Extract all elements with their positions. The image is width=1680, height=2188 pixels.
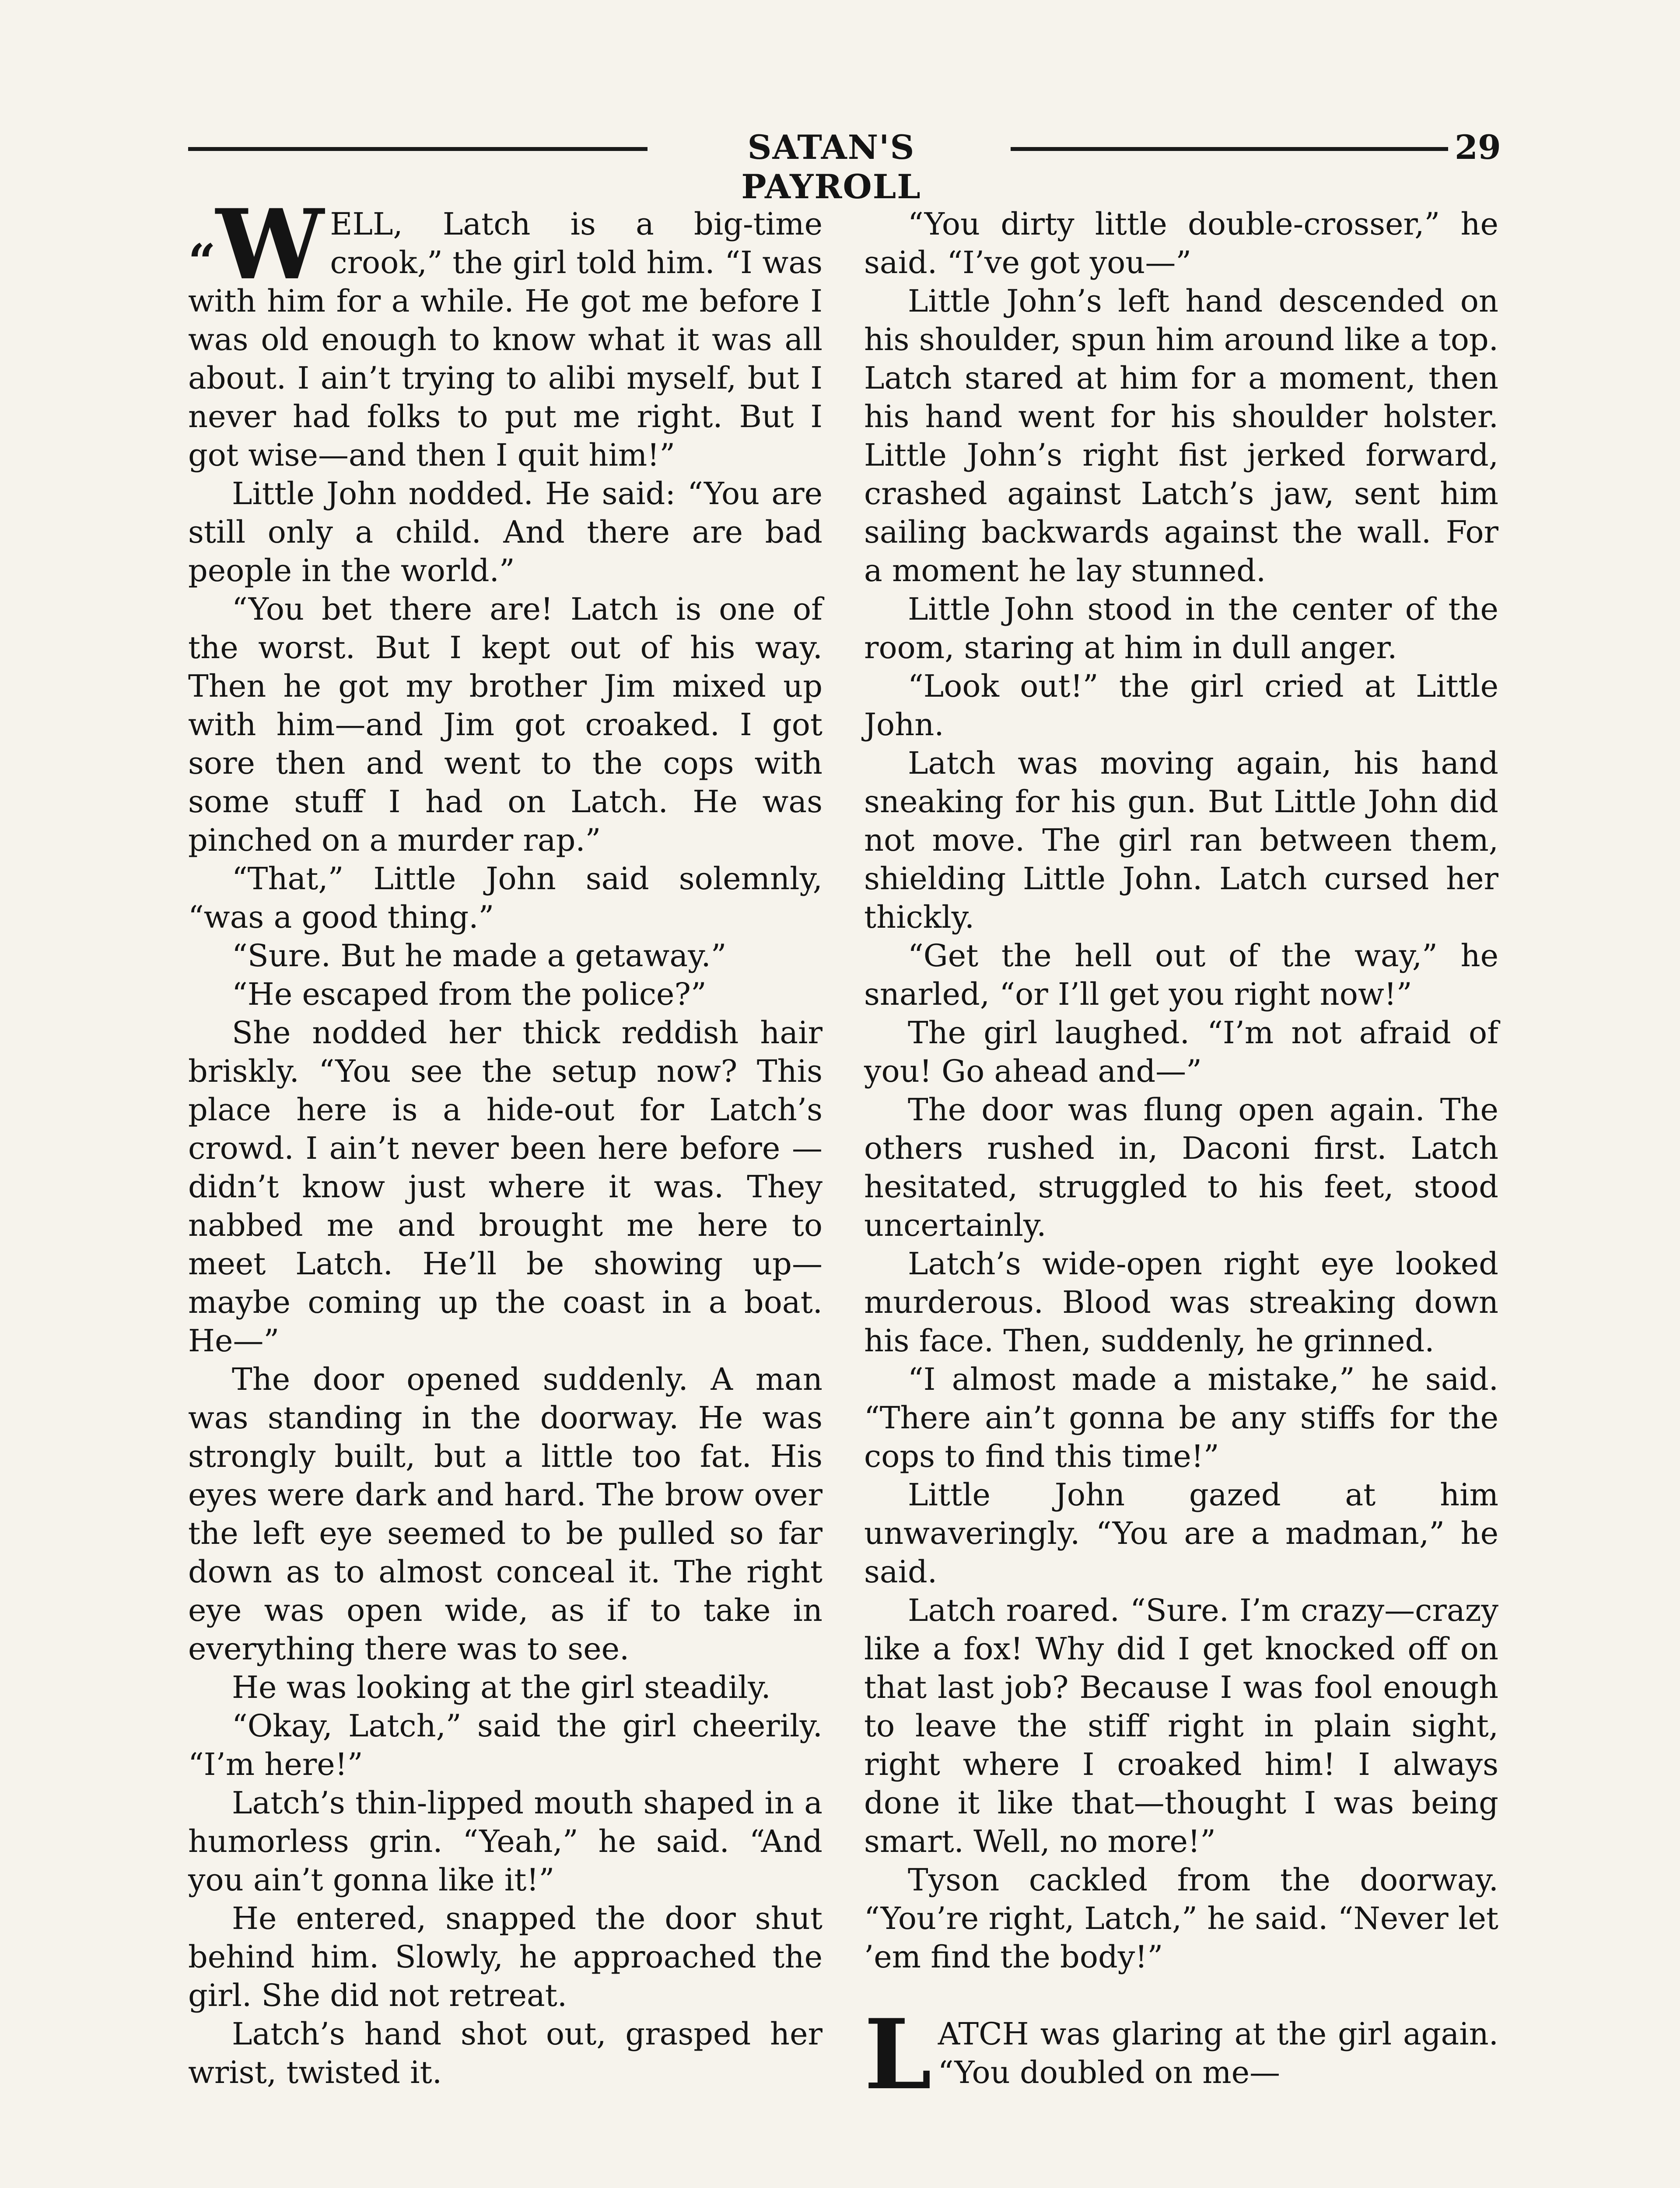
paragraph: Tyson cackled from the doorway. “You’re right, Latch,” he said. “Never let ’em find the body!” [864, 1862, 1498, 1975]
drop-cap-w [188, 188, 324, 301]
paragraph: She nodded her thick reddish hair briskly. “You see the setup now? This place here is a hide-out for Latch’s crowd. I ain’t never been here before — didn’t know just where it was. They nabbed me and brought me here to meet Latch. He’ll be showing up—maybe coming up the coast in a boat. He—” [188, 1015, 822, 1359]
paragraph: “That,” Little John said solemnly, “was a good thing.” [188, 861, 822, 935]
paragraph: “Look out!” the girl cried at Little John. [864, 668, 1498, 743]
paragraph: He entered, snapped the door shut behind him. Slowly, he approached the girl. She did not retreat. [188, 1900, 822, 2013]
paragraph: The girl laughed. “I’m not afraid of you! Go ahead and—” [864, 1015, 1498, 1089]
section-two-text: ATCH was glaring at the girl again. “You doubled on me— [938, 2016, 1498, 2090]
header-rule-right [1011, 147, 1448, 151]
paragraph: Little John’s left hand descended on his shoulder, spun him around like a top. Latch stared at him for a moment, then his hand went for his shoulder holster. Little John’s right fist jerked forward, crashed against Latch’s jaw, sent him sailing backwards against the wall. For a moment he lay stunned. [864, 283, 1498, 589]
paragraph: Latch’s thin-lipped mouth shaped in a humorless grin. “Yeah,” he said. “And you ain’t gonna like it!” [188, 1785, 822, 1898]
paragraph: “Okay, Latch,” said the girl cheerily. “I’m here!” [188, 1708, 822, 1782]
drop-cap-letter: W [216, 188, 324, 301]
paragraph: The door opened suddenly. A man was standing in the doorway. He was strongly built, but a little too fat. His eyes were dark and hard. The brow over the left eye seemed to be pulled so far down as to almost conceal it. The right eye was open wide, as if to take in everything there was to see. [188, 1361, 822, 1667]
paragraph: Latch’s wide-open right eye looked murderous. Blood was streaking down his face. Then, suddenly, he grinned. [864, 1246, 1498, 1359]
header-rule-left [188, 147, 648, 151]
section-two-paragraph [864, 1998, 1498, 2111]
paragraph: Little John stood in the center of the room, staring at him in dull anger. [864, 591, 1498, 666]
paragraph: “You dirty little double-crosser,” he said. “I’ve got you—” [864, 206, 1498, 281]
drop-cap-l: L [864, 1998, 932, 2111]
running-head [188, 128, 1501, 206]
paragraph: “I almost made a mistake,” he said. “There ain’t gonna be any stiffs for the cops to find this time!” [864, 1361, 1498, 1474]
section-break [864, 1976, 1498, 2015]
paragraph: Little John gazed at him unwaveringly. “You are a madman,” he said. [864, 1477, 1498, 1590]
page-number: 29 [1455, 128, 1501, 167]
opening-paragraph [188, 188, 822, 474]
left-column [188, 188, 822, 2092]
paragraph: Little John nodded. He said: “You are still only a child. And there are bad people in the world.” [188, 476, 822, 589]
paragraph: “Get the hell out of the way,” he snarled, “or I’ll get you right now!” [864, 938, 1498, 1012]
running-title: SATAN'S PAYROLL [741, 128, 921, 206]
paragraph: He was looking at the girl steadily. [232, 1669, 771, 1705]
paragraph: Latch was moving again, his hand sneaking for his gun. But Little John did not move. The girl ran between them, shielding Little John. Latch cursed her thickly. [864, 745, 1498, 935]
opening-text: ELL, Latch is a big-time crook,” the girl told him. “I was with him for a while. He got me before I was old enough to know what it was all about. I ain’t trying to alibi myself, but I never had folks to put me right. But I got wise—and then I quit him!” [188, 206, 822, 473]
paragraph: “Sure. But he made a getaway.” [232, 938, 727, 974]
right-column [864, 205, 1498, 2111]
opening-quote-mark: “ [188, 233, 216, 290]
paragraph: Latch roared. “Sure. I’m crazy—crazy like a fox! Why did I get knocked off on that last job? Because I was fool enough to leave the stiff right in plain sight, right where I croaked him! I always done it like that—thought I was being smart. Well, no more!” [864, 1592, 1498, 1859]
paragraph: The door was flung open again. The others rushed in, Daconi first. Latch hesitated, struggled to his feet, stood uncertainly. [864, 1092, 1498, 1243]
paragraph: Latch’s hand shot out, grasped her wrist, twisted it. [188, 2016, 822, 2090]
paragraph: “You bet there are! Latch is one of the worst. But I kept out of his way. Then he got my brother Jim mixed up with him—and Jim got croaked. I got sore then and went to the cops with some stuff I had on Latch. He was pinched on a murder rap.” [188, 591, 822, 858]
paragraph: “He escaped from the police?” [232, 976, 707, 1012]
